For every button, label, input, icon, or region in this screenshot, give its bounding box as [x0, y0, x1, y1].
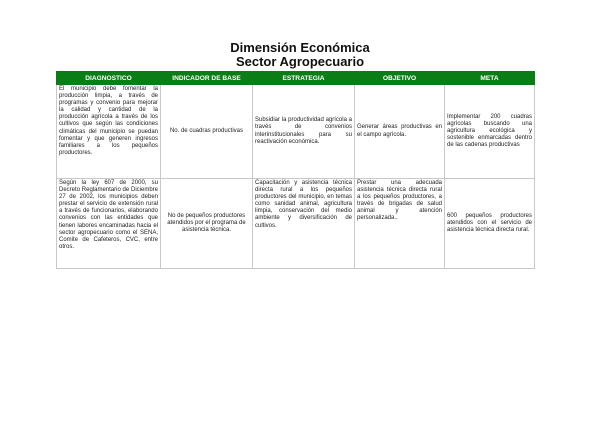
table-row [57, 85, 535, 179]
strategy-table [56, 71, 535, 269]
page-subtitle: Sector Agropecuario [235, 54, 365, 69]
cell-meta: Implementar 200 cuadras agrícolas buscando una agricultura ecológica y sostenible enmarcadas dentro de las cadenas productivas [445, 85, 535, 179]
table-header-row [57, 72, 535, 85]
cell-indicador: No de pequeños productores atendidos por el programa de asistencia técnica. [161, 179, 253, 269]
cell-meta: 600 pequeños productores atendidos con el servicio de asistencia técnica directa rural. [445, 179, 535, 269]
header-objetivo: OBJETIVO [355, 72, 445, 85]
cell-objetivo: Prestar una adecuada asistencia técnica directa rural a los pequeños productores, a través de brigadas de salud animal y atención personalizada.. [355, 179, 445, 269]
header-diagnostico: DIAGNOSTICO [57, 72, 161, 85]
page-title: Dimensión Económica [230, 40, 370, 55]
table-row [57, 179, 535, 269]
header-meta: META [445, 72, 535, 85]
cell-diagnostico: Según la ley 607 de 2000, su Decreto Reglamentario de Diciembre 27 de 2002, los municipios deben prestar el servicio de extensión rural a través de funcionarios, elaborando convenios con las entidades que tienen labores encaminadas hacia el sector agropecuario como el SENA, Comite de Cafeteros, CVC, entre otros. [57, 179, 161, 269]
cell-indicador: No. de cuadras productivas [161, 85, 253, 179]
header-indicador: INDICADOR DE BASE [161, 72, 253, 85]
cell-estrategia: Capacitación y asistencia técnica directa rural a los pequeños productores del municipio, en temas como sanidad animal, agricultura limpia, conservación del medio ambiente y diversificación de cultivos. [253, 179, 355, 269]
cell-estrategia: Subsidiar la productividad agrícola a través de convenios interinstitucionales para su reactivación económica. [253, 85, 355, 179]
cell-objetivo: Generar áreas productivas en el campo agrícola. [355, 85, 445, 179]
header-estrategia: ESTRATEGIA [253, 72, 355, 85]
cell-diagnostico: El municipio debe fomentar la producción limpia, a través de programas y convenio para mejorar la calidad y cantidad de la producción agrícola a través de los cultivos que según las condiciones climáticas del municipio se puedan fomentar y que generen ingresos familiares a los pequeños productores. [57, 85, 161, 179]
